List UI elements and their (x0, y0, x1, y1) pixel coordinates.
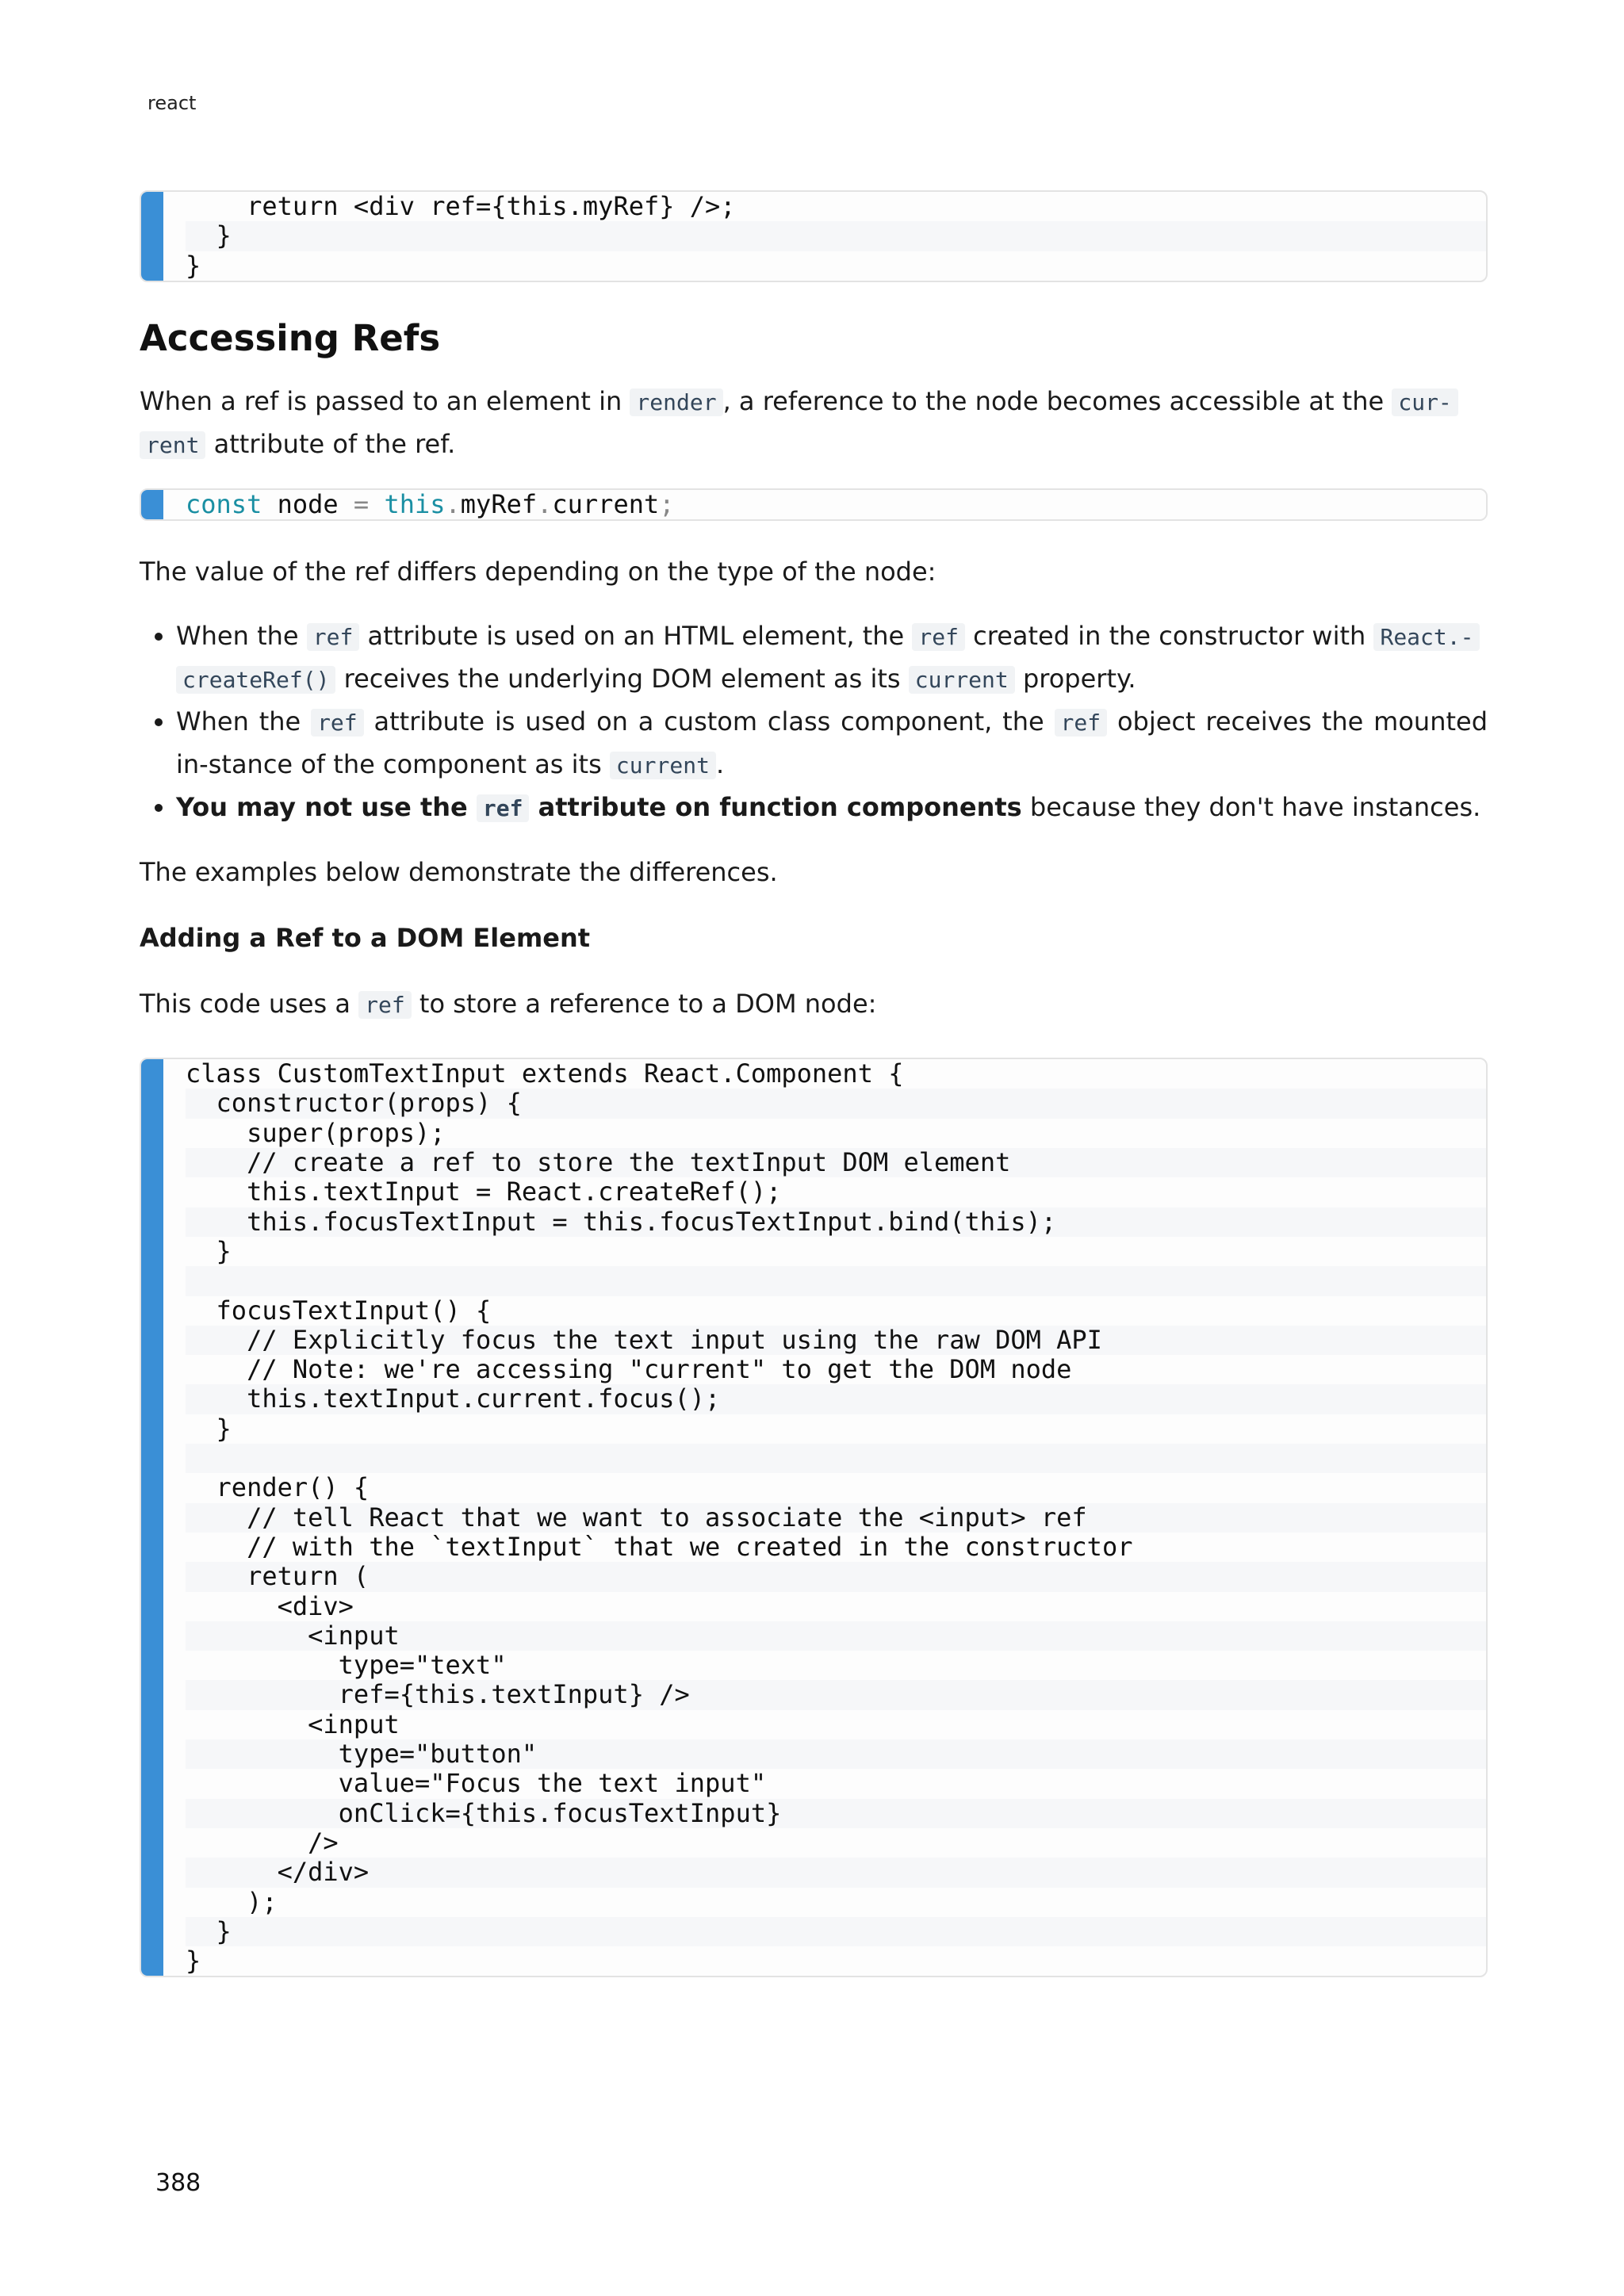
inline-code-ref: ref (307, 623, 360, 651)
code-line: this.textInput.current.focus(); (186, 1384, 1486, 1414)
inline-code-current: current (909, 666, 1015, 694)
text-run: property. (1014, 664, 1136, 695)
code-line: <input (186, 1709, 400, 1739)
code-operator: = (353, 488, 370, 519)
code-operator: . (537, 488, 553, 519)
text-run: created in the constructor with (964, 621, 1374, 652)
code-line: super(props); (186, 1117, 446, 1148)
examples-paragraph: The examples below demonstrate the differences. (140, 857, 778, 888)
text-run: receives the underlying DOM element as its (335, 664, 909, 695)
code-line: // tell React that we want to associate the <input> ref (186, 1503, 1486, 1533)
page-content (140, 190, 1488, 1977)
bullet-class-component (176, 701, 1488, 786)
code-token: myRef (460, 488, 538, 519)
code-line: value="Focus the text input" (186, 1768, 767, 1799)
usage-paragraph (140, 983, 1488, 1026)
code-line: class CustomTextInput extends React.Component { (186, 1058, 904, 1089)
text-run: object receives the mounted in-stance of the component as its (176, 706, 1488, 780)
text-run: attribute of the ref. (205, 428, 456, 459)
inline-code-current-part1: cur- (1392, 388, 1457, 416)
code-token: current (552, 488, 660, 519)
bullet-html-element (176, 615, 1488, 701)
text-run: attribute is used on an HTML element, the (359, 621, 913, 652)
text-run: When the (176, 706, 312, 737)
text-run: , a reference to the node becomes accessible at the (722, 385, 1392, 416)
code-operator: . (445, 488, 461, 519)
code-line: } (186, 1413, 232, 1444)
code-listing (141, 1059, 1486, 1976)
intro-paragraph (140, 381, 1488, 466)
inline-code-ref: ref (311, 709, 364, 737)
code-line: <div> (186, 1590, 354, 1621)
code-block-accent-bar (141, 1059, 163, 1976)
text-run: to store a reference to a DOM node: (411, 989, 877, 1020)
code-block-accent-bar (141, 192, 163, 281)
code-line: // Note: we're accessing "current" to get the DOM node (186, 1354, 1072, 1385)
inline-code-render: render (630, 388, 722, 416)
code-line: type="text" (186, 1650, 507, 1681)
subsection-heading: Adding a Ref to a DOM Element (140, 923, 591, 954)
section-heading: Accessing Refs (140, 316, 441, 359)
code-line: // create a ref to store the textInput DOM element (186, 1148, 1486, 1177)
code-line: ); (186, 1886, 278, 1917)
code-line: /> (186, 1827, 339, 1858)
page-number: 388 (155, 2169, 201, 2197)
code-block-snippet (140, 488, 1488, 521)
code-line: } (186, 1946, 201, 1976)
code-line (186, 1266, 1486, 1295)
code-line: return <div ref={this.myRef} />; (186, 191, 736, 221)
inline-code-createref-part1: React.- (1373, 623, 1480, 651)
code-line: constructor(props) { (186, 1089, 1486, 1118)
text-run: When the (176, 621, 307, 652)
code-block-accent-bar (141, 490, 163, 519)
running-header: react (147, 92, 197, 114)
bullet-function-components (176, 786, 1488, 829)
code-block-main (140, 1058, 1488, 1977)
code-line: // with the `textInput` that we created in the constructor (186, 1531, 1133, 1562)
inline-code-ref: ref (477, 794, 530, 822)
code-line: type="button" (186, 1739, 1486, 1769)
code-line: } (186, 1917, 1486, 1946)
text-run: When a ref is passed to an element in (140, 385, 630, 416)
code-operator: ; (659, 488, 675, 519)
code-line: } (186, 250, 201, 281)
code-line: return ( (186, 1562, 1486, 1591)
code-line: } (186, 1235, 232, 1266)
inline-code-current: current (610, 752, 716, 779)
text-run: attribute is used on a custom class component, the (363, 706, 1055, 737)
code-line: ref={this.textInput} /> (186, 1680, 1486, 1709)
code-line (186, 1444, 1486, 1473)
text-run: because they don't have instances. (1021, 792, 1481, 823)
code-line: focusTextInput() { (186, 1295, 492, 1326)
code-line: } (186, 221, 1486, 251)
code-listing (141, 490, 1486, 519)
code-token: node (262, 488, 354, 519)
code-keyword: this (384, 488, 446, 519)
inline-code-createref-part2: createRef() (176, 666, 335, 694)
code-line: onClick={this.focusTextInput} (186, 1799, 1486, 1828)
inline-code-current-part2: rent (140, 431, 205, 459)
inline-code-ref: ref (912, 623, 965, 651)
inline-code-ref: ref (358, 991, 412, 1019)
code-line: render() { (186, 1472, 370, 1503)
code-listing (141, 192, 1486, 281)
text-run: attribute on function components (529, 792, 1022, 823)
code-line: this.focusTextInput = this.focusTextInput.bind(this); (186, 1207, 1486, 1237)
code-line: <input (186, 1621, 1486, 1651)
code-line: this.textInput = React.createRef(); (186, 1177, 782, 1207)
text-run: This code uses a (140, 989, 359, 1020)
bullet-list (140, 615, 1488, 829)
differs-paragraph: The value of the ref differs depending on the type of the node: (140, 557, 936, 587)
text-run: You may not use the (176, 792, 477, 823)
code-keyword: const (186, 488, 262, 519)
text-run: . (715, 749, 725, 780)
code-line: // Explicitly focus the text input using the raw DOM API (186, 1326, 1486, 1355)
code-token (369, 489, 384, 519)
code-block-top (140, 190, 1488, 282)
inline-code-ref: ref (1055, 709, 1108, 737)
code-line: </div> (186, 1858, 1486, 1887)
bold-run (176, 792, 1022, 822)
